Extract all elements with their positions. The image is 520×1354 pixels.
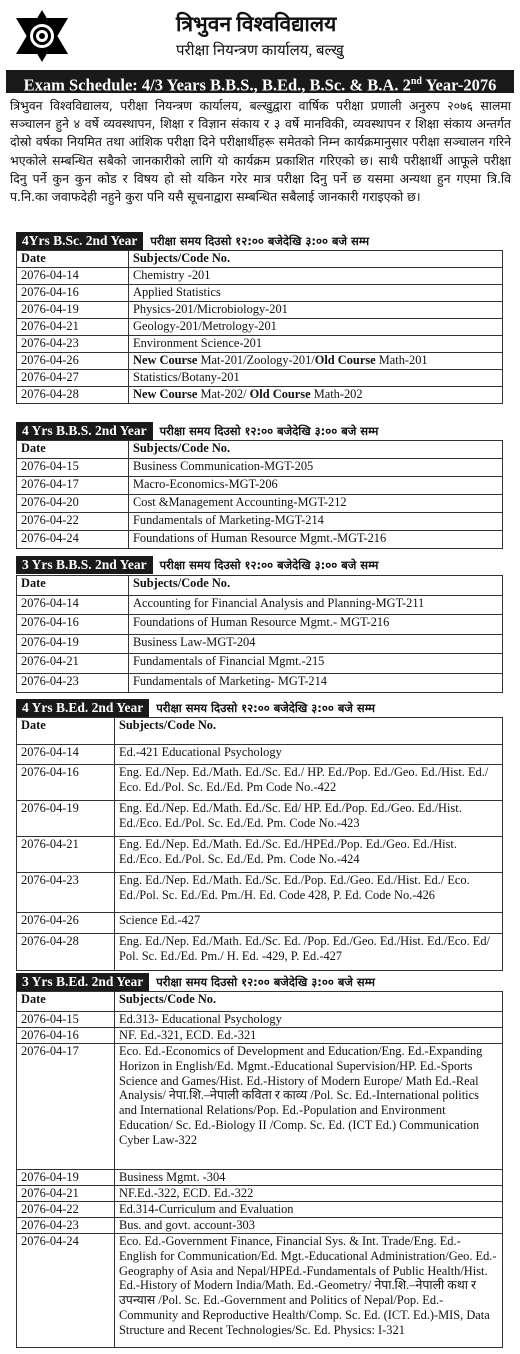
table-row xyxy=(17,513,503,531)
exam-date: 2076-04-16 xyxy=(17,1028,115,1044)
table-header-row xyxy=(17,718,503,745)
subject-column-header: Subjects/Code No. xyxy=(115,718,503,745)
exam-subject: Eco. Ed.-Government Finance, Financial Sys. & Int. Trade/Eng. Ed.-English for Communication/Ed. Mgt.-Educational Administration/Geo. Ed.-Geography of Asia and Nepal/HPEd.-Fundamentals of Public Health/Hist. Ed.-History of Modern India/Math. Ed.-Geometry/ नेपा.शि.–नेपाली कथा र उपन्यास /Pol. Sc. Ed.-Government and Politics of Nepal/Pop. Ed.-Community and Reproductive Health/Comp. Sc. Ed. (ICT. Ed.)-MIS, Data Structure and Recent Technologies/Sc. Ed. Physics: I-321 xyxy=(115,1234,503,1348)
section-exam-time: परीक्षा समय दिउसो १२:०० बजेदेखि ३:०० बजे सम्म xyxy=(156,700,376,715)
exam-subject: Cost &Management Accounting-MGT-212 xyxy=(129,495,503,513)
table-row xyxy=(17,873,503,913)
section-header xyxy=(16,422,378,440)
section-label: 3 Yrs B.Ed. 2nd Year xyxy=(16,973,149,991)
exam-date: 2076-04-22 xyxy=(17,513,129,531)
exam-date: 2076-04-19 xyxy=(17,302,129,319)
exam-subject: NF. Ed.-321, ECD. Ed.-321 xyxy=(115,1028,503,1044)
section-label: 4Yrs B.Sc. 2nd Year xyxy=(16,232,143,250)
table-row xyxy=(17,1028,503,1044)
exam-subject: Foundations of Human Resource Mgmt.-MGT-216 xyxy=(129,531,503,549)
table-row xyxy=(17,595,503,615)
table-row xyxy=(17,495,503,513)
exam-date: 2076-04-20 xyxy=(17,495,129,513)
title-sup: nd xyxy=(410,76,422,87)
table-header-row xyxy=(17,251,503,268)
exam-subject: Geology-201/Metrology-201 xyxy=(129,319,503,336)
table-row xyxy=(17,615,503,635)
exam-date: 2076-04-14 xyxy=(17,268,129,285)
exam-date: 2076-04-15 xyxy=(17,1012,115,1028)
exam-subject: Chemistry -201 xyxy=(129,268,503,285)
exam-subject: Fundamentals of Marketing- MGT-214 xyxy=(129,673,503,693)
title-text: Exam Schedule: 4/3 Years B.B.S., B.Ed., B.Sc. & B.A. 2 xyxy=(23,75,411,95)
university-name: त्रिभुवन विश्वविद्यालय xyxy=(176,12,337,36)
exam-subject: Bus. and govt. account-303 xyxy=(115,1218,503,1234)
subject-text: Math-201 xyxy=(375,353,428,367)
table-row xyxy=(17,1218,503,1234)
exam-subject xyxy=(129,387,503,404)
exam-date: 2076-04-14 xyxy=(17,595,129,615)
table-row xyxy=(17,745,503,765)
course-type-label: New Course xyxy=(133,387,198,401)
table-row xyxy=(17,1202,503,1218)
exam-subject: Eng. Ed./Nep. Ed./Math. Ed./Sc. Ed./HPEd./Pop. Ed./Geo. Ed./Hist. Ed./Eco. Ed./Pol. Sc. Ed./Ed. Pm. Code No.-424 xyxy=(115,837,503,873)
exam-subject: Foundations of Human Resource Mgmt.- MGT-216 xyxy=(129,615,503,635)
subject-text: Math-202 xyxy=(310,387,363,401)
exam-subject: NF.Ed.-322, ECD. Ed.-322 xyxy=(115,1186,503,1202)
exam-date: 2076-04-16 xyxy=(17,765,115,801)
subject-text: Mat-201/Zoology-201/ xyxy=(197,353,315,367)
exam-date: 2076-04-17 xyxy=(17,1044,115,1170)
table-header-row xyxy=(17,992,503,1012)
table-row xyxy=(17,319,503,336)
exam-subject: Eng. Ed./Nep. Ed./Math. Ed./Sc. Ed./Pop. Ed./Geo. Ed./Hist. Ed./ Eco. Ed./Pol. Sc. Ed./Ed. Pm./H. Ed. Code 428, P. Ed. Code No.-426 xyxy=(115,873,503,913)
table-row xyxy=(17,673,503,693)
exam-date: 2076-04-19 xyxy=(17,801,115,837)
table-row xyxy=(17,387,503,404)
exam-date: 2076-04-16 xyxy=(17,615,129,635)
exam-date: 2076-04-27 xyxy=(17,370,129,387)
exam-date: 2076-04-15 xyxy=(17,459,129,477)
subject-column-header: Subjects/Code No. xyxy=(115,992,503,1012)
exam-subject: Science Ed.-427 xyxy=(115,913,503,934)
section-exam-time: परीक्षा समय दिउसो १२:०० बजेदेखि ३:०० बजे सम्म xyxy=(159,423,379,438)
schedule-table xyxy=(16,991,503,1348)
course-type-label: Old Course xyxy=(314,353,376,367)
exam-subject: Business Mgmt. -304 xyxy=(115,1170,503,1186)
exam-subject: Fundamentals of Financial Mgmt.-215 xyxy=(129,654,503,674)
subject-column-header: Subjects/Code No. xyxy=(129,576,503,596)
exam-subject: Statistics/Botany-201 xyxy=(129,370,503,387)
exam-subject: Business Law-MGT-204 xyxy=(129,634,503,654)
schedule-table xyxy=(16,250,503,404)
date-column-header: Date xyxy=(17,992,115,1012)
intro-paragraph: त्रिभुवन विश्वविद्यालय, परीक्षा नियन्त्रण कार्यालय, बल्खुद्वारा वार्षिक परीक्षा प्रणाली अनुरुप २०७६ सालमा सञ्चालन हुने ४ वर्षे व्यवस्थापन, शिक्षा र विज्ञान संकाय र ३ वर्षे मानविकी, व्यवस्थापन र शिक्षा संकाय अन्तर्गत दोस्रो वर्षका नियमित तथा आंशिक परीक्षा दिने परीक्षार्थीहरू समेतको निम्न कार्यक्रमानुसार परीक्षा सञ्चालन गरिने भएकोले सम्बन्धित सबैको जानकारीको लागि यो कार्यक्रम प्रकाशित गरिएको छ। साथै परीक्षार्थी आफूले परीक्षा दिनु पर्ने कुन कुन कोड र विषय हो सो यकिन गरेर मात्र परीक्षा दिनु पर्ने छ यसमा अन्यथा हुन गएमा त्रि.वि प.नि.का जवाफदेही नहुने कुरा पनि यसै सूचनाद्वारा सम्बन्धित सबैलाई जानकारी गराइएको छ। xyxy=(10,98,511,205)
section-exam-time: परीक्षा समय दिउसो १२:०० बजेदेखि ३:०० बजे सम्म xyxy=(156,974,376,989)
table-row xyxy=(17,765,503,801)
exam-subject: Physics-201/Microbiology-201 xyxy=(129,302,503,319)
section-header xyxy=(16,232,369,250)
exam-subject: Eng. Ed./Nep. Ed./Math. Ed./Sc. Ed. /Pop. Ed./Geo. Ed./Hist. Ed./Eco. Ed/ Pol. Sc. Ed./Ed. Pm./ H. Ed. -429, P. Ed.-427 xyxy=(115,934,503,971)
table-row xyxy=(17,1186,503,1202)
exam-date: 2076-04-17 xyxy=(17,477,129,495)
exam-subject: Ed.-421 Educational Psychology xyxy=(115,745,503,765)
course-type-label: Old Course xyxy=(249,387,311,401)
table-header-row xyxy=(17,576,503,596)
section-header xyxy=(16,556,378,574)
exam-subject: Eco. Ed.-Economics of Development and Education/Eng. Ed.-Expanding Horizon in English/Ed. Mgmt.-Educational Supervision/HP. Ed.-Sports Science and Games/Hist. Ed.-History of Modern Europe/ Math Ed.-Real Analysis/ नेपा.शि.–नेपाली कविता र काव्य /Pol. Sc. Ed.-International politics and International Relations/Pop. Ed.-Population and Environment Education/ Sc. Ed.-Biology II /Comp. Sc. Ed. (ICT Ed.) Communication Cyber Law-322 xyxy=(115,1044,503,1170)
table-row xyxy=(17,336,503,353)
exam-subject: Macro-Economics-MGT-206 xyxy=(129,477,503,495)
section-header xyxy=(16,973,375,991)
table-row xyxy=(17,353,503,370)
exam-date: 2076-04-22 xyxy=(17,1202,115,1218)
exam-date: 2076-04-23 xyxy=(17,1218,115,1234)
date-column-header: Date xyxy=(17,718,115,745)
exam-date: 2076-04-26 xyxy=(17,913,115,934)
exam-date: 2076-04-21 xyxy=(17,837,115,873)
table-row xyxy=(17,531,503,549)
exam-date: 2076-04-24 xyxy=(17,531,129,549)
exam-date: 2076-04-16 xyxy=(17,285,129,302)
exam-subject: Business Communication-MGT-205 xyxy=(129,459,503,477)
table-row xyxy=(17,1170,503,1186)
exam-subject: Environment Science-201 xyxy=(129,336,503,353)
exam-date: 2076-04-24 xyxy=(17,1234,115,1348)
section-label: 4 Yrs B.B.S. 2nd Year xyxy=(16,422,153,440)
exam-subject: Ed.313- Educational Psychology xyxy=(115,1012,503,1028)
subject-column-header: Subjects/Code No. xyxy=(129,251,503,268)
exam-date: 2076-04-28 xyxy=(17,934,115,971)
exam-subject: Ed.314-Curriculum and Evaluation xyxy=(115,1202,503,1218)
course-type-label: New Course xyxy=(133,353,198,367)
exam-subject xyxy=(129,353,503,370)
page-header xyxy=(0,0,520,70)
table-row xyxy=(17,634,503,654)
subject-text: Mat-202/ xyxy=(197,387,250,401)
section-header xyxy=(16,699,375,717)
exam-date: 2076-04-19 xyxy=(17,634,129,654)
page-title xyxy=(6,70,514,93)
exam-date: 2076-04-23 xyxy=(17,873,115,913)
schedule-table xyxy=(16,440,503,549)
date-column-header: Date xyxy=(17,251,129,268)
table-row xyxy=(17,302,503,319)
exam-date: 2076-04-23 xyxy=(17,336,129,353)
schedule-table xyxy=(16,717,503,971)
exam-date: 2076-04-26 xyxy=(17,353,129,370)
table-row xyxy=(17,1044,503,1170)
table-row xyxy=(17,459,503,477)
exam-date: 2076-04-23 xyxy=(17,673,129,693)
exam-date: 2076-04-19 xyxy=(17,1170,115,1186)
section-exam-time: परीक्षा समय दिउसो १२:०० बजेदेखि ३:०० बजे सम्म xyxy=(150,233,370,248)
exam-subject: Eng. Ed./Nep. Ed./Math. Ed./Sc. Ed/ HP. Ed./Pop. Ed./Geo. Ed./Hist. Ed./Eco. Ed./Pol. Sc. Ed./Ed. Pm. Code No.-423 xyxy=(115,801,503,837)
table-row xyxy=(17,268,503,285)
table-row xyxy=(17,1234,503,1348)
section-exam-time: परीक्षा समय दिउसो १२:०० बजेदेखि ३:०० बजे सम्म xyxy=(159,557,379,572)
table-row xyxy=(17,801,503,837)
exam-date: 2076-04-21 xyxy=(17,319,129,336)
table-row xyxy=(17,477,503,495)
office-name: परीक्षा नियन्त्रण कार्यालय, बल्खु xyxy=(176,43,344,59)
subject-column-header: Subjects/Code No. xyxy=(129,441,503,459)
exam-date: 2076-04-21 xyxy=(17,1186,115,1202)
table-row xyxy=(17,370,503,387)
section-label: 3 Yrs B.B.S. 2nd Year xyxy=(16,556,153,574)
table-row xyxy=(17,285,503,302)
table-header-row xyxy=(17,441,503,459)
table-row xyxy=(17,934,503,971)
title-end: Year-2076 xyxy=(421,75,497,95)
table-row xyxy=(17,913,503,934)
university-logo-icon xyxy=(14,8,70,64)
date-column-header: Date xyxy=(17,441,129,459)
schedule-table xyxy=(16,575,503,693)
exam-subject: Accounting for Financial Analysis and Planning-MGT-211 xyxy=(129,595,503,615)
table-row xyxy=(17,654,503,674)
section-label: 4 Yrs B.Ed. 2nd Year xyxy=(16,699,149,717)
date-column-header: Date xyxy=(17,576,129,596)
exam-date: 2076-04-14 xyxy=(17,745,115,765)
exam-subject: Applied Statistics xyxy=(129,285,503,302)
table-row xyxy=(17,1012,503,1028)
exam-date: 2076-04-21 xyxy=(17,654,129,674)
table-row xyxy=(17,837,503,873)
exam-subject: Fundamentals of Marketing-MGT-214 xyxy=(129,513,503,531)
exam-date: 2076-04-28 xyxy=(17,387,129,404)
exam-subject: Eng. Ed./Nep. Ed./Math. Ed./Sc. Ed./ HP. Ed./Pop. Ed./Geo. Ed./Hist. Ed./ Eco. Ed./Pol. Sc. Ed./Ed. Pm Code No.-422 xyxy=(115,765,503,801)
